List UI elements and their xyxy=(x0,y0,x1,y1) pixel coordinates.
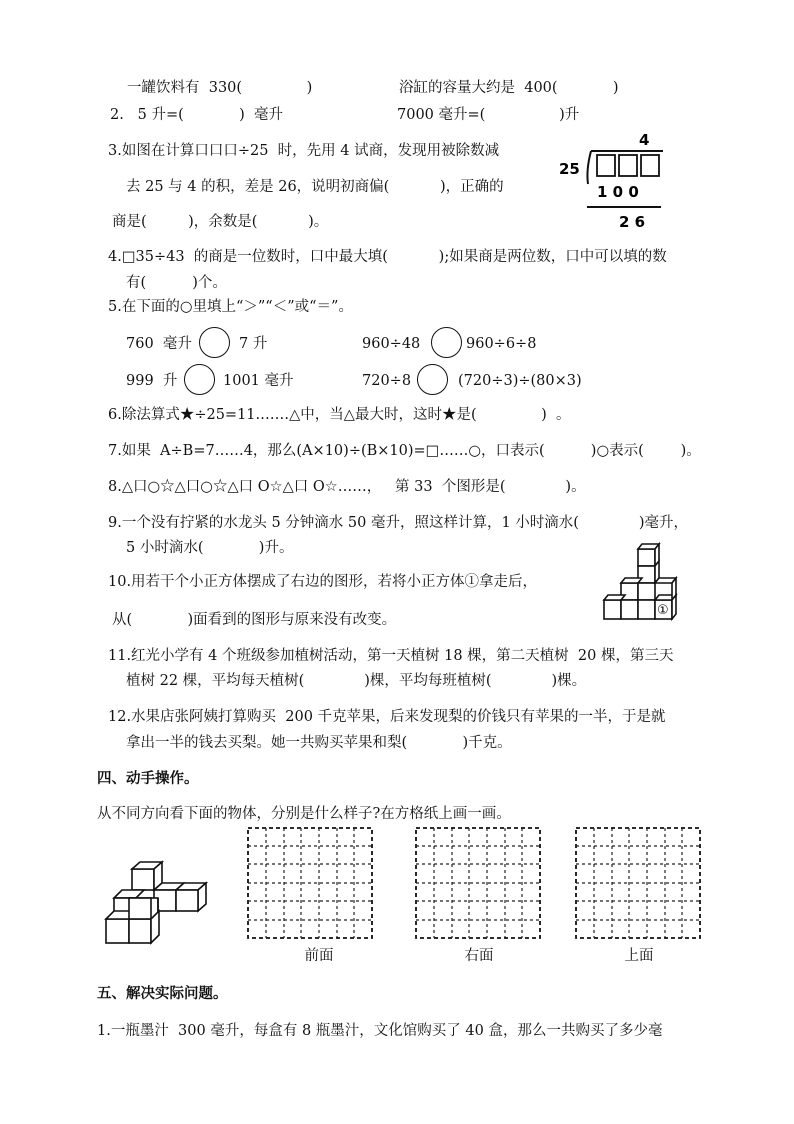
long-division-figure xyxy=(555,128,695,236)
q9-line-1: 9.一个没有拧紧的水龙头 5 分钟滴水 50 毫升，照这样计算，1 小时滴水( )毫升， xyxy=(108,515,689,531)
q3-line-2: 去 25 与 4 的积，差是 26，说明初商偏( )，正确的 xyxy=(126,179,504,195)
q5b-right: 960÷6÷8 xyxy=(466,336,537,352)
grid-paper-front xyxy=(248,828,374,940)
section-5-heading: 五、解决实际问题。 xyxy=(97,985,228,1002)
q5d-left: 720÷8 xyxy=(362,373,412,389)
division-divisor: 25 xyxy=(559,160,580,178)
answer-circle[interactable] xyxy=(184,364,215,395)
division-quotient: 4 xyxy=(639,131,650,149)
cube-label-1: ① xyxy=(657,603,669,618)
object-figure xyxy=(100,860,215,950)
section-4-instructions: 从不同方向看下面的物体，分别是什么样子?在方格纸上画一画。 xyxy=(97,806,511,822)
q5b-left: 960÷48 xyxy=(362,336,421,352)
grid-paper-top xyxy=(576,828,702,940)
q5c-right: 1001 毫升 xyxy=(223,373,294,389)
q5c-left: 999 升 xyxy=(126,373,178,389)
caption-front: 前面 xyxy=(304,948,334,964)
q5d-right: (720÷3)÷(80×3) xyxy=(458,373,582,389)
q12-line-1: 12.水果店张阿姨打算购买 200 千克苹果，后来发现梨的价钱只有苹果的一半，于是就 xyxy=(108,709,666,725)
q9-line-2: 5 小时滴水( )升。 xyxy=(126,540,294,556)
line-2b: 7000 毫升=( )升 xyxy=(397,107,580,123)
division-remainder: 2 6 xyxy=(619,213,646,231)
line-1a: 一罐饮料有 330( ) xyxy=(127,80,313,96)
q4-line-1: 4.□35÷43 的商是一位数时，口中最大填( );如果商是两位数，口中可以填的数 xyxy=(108,249,667,265)
answer-circle[interactable] xyxy=(199,327,230,358)
q8: 8.△口○☆△口○☆△口 O☆△口 O☆……， 第 33 个图形是( )。 xyxy=(108,479,586,495)
q5a-right: 7 升 xyxy=(239,336,268,352)
q10-line-1: 10.用若干个小正方体摆成了右边的图形，若将小正方体①拿走后， xyxy=(108,574,538,590)
q3-line-3: 商是( )，余数是( )。 xyxy=(112,214,329,230)
section-4-heading: 四、动手操作。 xyxy=(97,770,199,787)
answer-circle[interactable] xyxy=(431,327,462,358)
line-2a: 2. 5 升=( ) 毫升 xyxy=(110,107,283,123)
q12-line-2: 拿出一半的钱去买梨。她一共购买苹果和梨( )千克。 xyxy=(126,735,512,751)
q5a-left: 760 毫升 xyxy=(126,336,192,352)
answer-circle[interactable] xyxy=(417,364,448,395)
q10-line-2: 从( )面看到的图形与原来没有改变。 xyxy=(112,612,397,628)
cube-stack-figure xyxy=(598,540,688,624)
q3-line-1: 3.如图在计算口口口÷25 时，先用 4 试商，发现用被除数减 xyxy=(108,143,500,159)
grid-paper-right xyxy=(416,828,542,940)
q11-line-1: 11.红光小学有 4 个班级参加植树活动，第一天植树 18 棵，第二天植树 20 棵，第三天 xyxy=(108,648,674,664)
q11-line-2: 植树 22 棵，平均每天植树( )棵，平均每班植树( )棵。 xyxy=(126,673,587,689)
caption-right: 右面 xyxy=(464,948,494,964)
division-product: 1 0 0 xyxy=(597,183,639,201)
q4-line-2: 有( )个。 xyxy=(126,275,227,291)
line-1b: 浴缸的容量大约是 400( ) xyxy=(399,80,619,96)
q7: 7.如果 A÷B=7……4，那么(A×10)÷(B×10)=□……○，口表示( )○表示( )。 xyxy=(108,443,701,459)
q5-heading: 5.在下面的○里填上“＞”“＜”或“＝”。 xyxy=(108,299,353,315)
problem-1: 1.一瓶墨汁 300 毫升，每盒有 8 瓶墨汁，文化馆购买了 40 盒，那么一共购买了多少毫 xyxy=(97,1023,663,1039)
caption-top: 上面 xyxy=(624,948,654,964)
q6: 6.除法算式★÷25=11.……△中，当△最大时，这时★是( ) 。 xyxy=(108,407,571,423)
